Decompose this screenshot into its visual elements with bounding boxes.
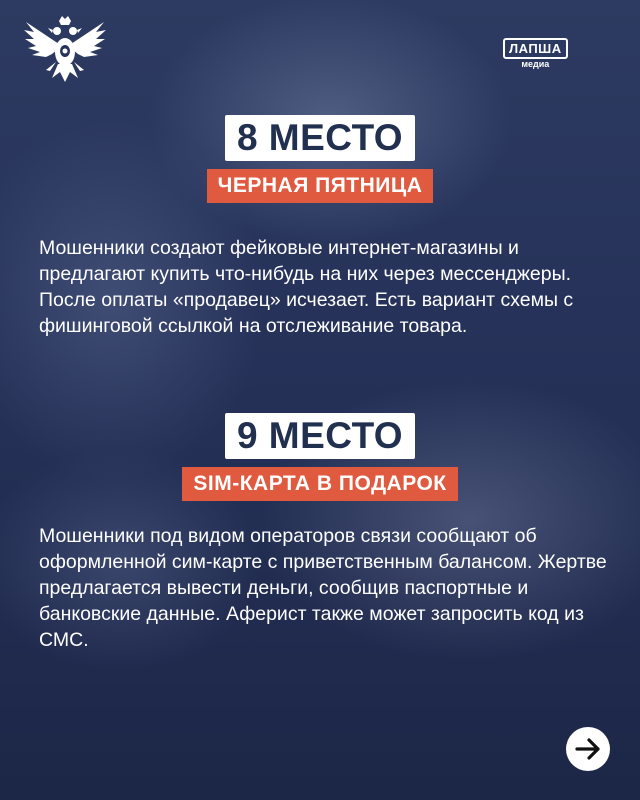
brand-subtitle: медиа <box>521 59 550 69</box>
scheme-description: Мошенники под видом операторов связи сообщают об оформленной сим-карте с приветственным балансом. Жертве предлагается вывести деньги, сообщив паспортные и банковские данные. Аферист также может запросить код из СМС. <box>39 525 607 651</box>
scheme-description: Мошенники создают фейковые интернет-магазины и предлагают купить что-нибудь на них через мессенджеры. После оплаты «продавец» исчезает. Есть вариант схемы с фишинговой ссылкой на отслеживание товара. <box>39 237 574 337</box>
next-button[interactable] <box>566 727 610 771</box>
place-label: 8 МЕСТО <box>225 115 415 161</box>
brand-title: ЛАПША <box>503 38 568 59</box>
double-headed-eagle-icon <box>22 12 108 90</box>
section-header <box>0 413 640 501</box>
scheme-title: ЧЕРНАЯ ПЯТНИЦА <box>207 169 434 203</box>
brand-logo <box>503 38 568 70</box>
section-header <box>0 115 640 203</box>
place-label: 9 МЕСТО <box>225 413 415 459</box>
scheme-title: SIM-КАРТА В ПОДАРОК <box>182 467 457 501</box>
arrow-right-icon <box>575 738 601 760</box>
